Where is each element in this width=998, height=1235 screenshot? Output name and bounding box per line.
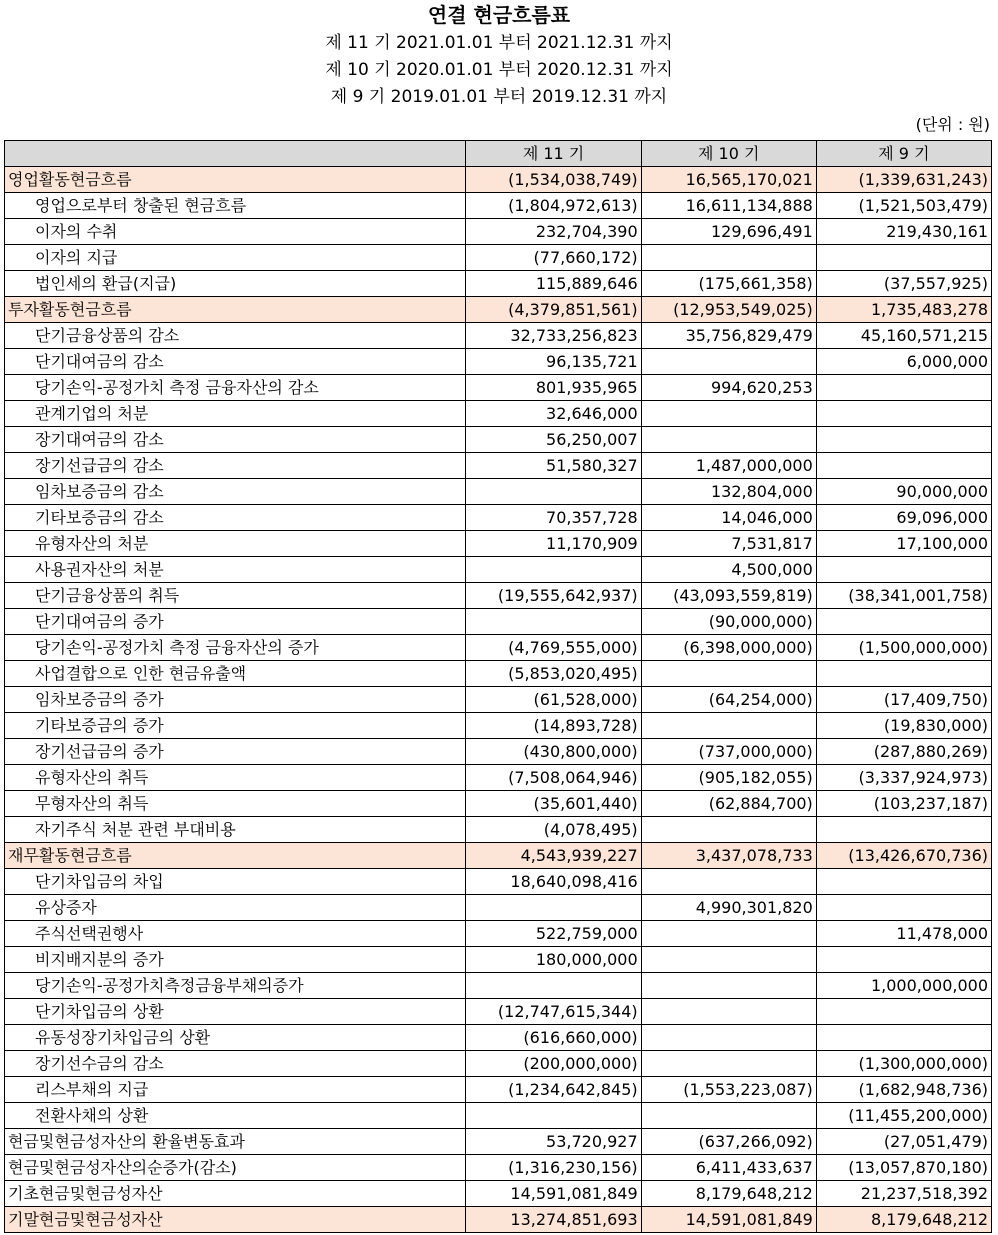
table-row [5, 1077, 992, 1103]
value-period-9: 8,179,648,212 [816, 1207, 991, 1233]
value-period-9 [816, 1025, 991, 1051]
value-period-10: 8,179,648,212 [641, 1181, 816, 1207]
value-period-10: (1,553,223,087) [641, 1077, 816, 1103]
value-period-10: 1,487,000,000 [641, 453, 816, 479]
value-period-9 [816, 375, 991, 401]
value-period-11 [466, 895, 641, 921]
table-row [5, 1155, 992, 1181]
value-period-10: 994,620,253 [641, 375, 816, 401]
value-period-9 [816, 817, 991, 843]
row-label: 현금및현금성자산의순증가(감소) [5, 1155, 466, 1181]
value-period-9: 11,478,000 [816, 921, 991, 947]
value-period-10: (64,254,000) [641, 687, 816, 713]
value-period-10: (90,000,000) [641, 609, 816, 635]
value-period-9: 17,100,000 [816, 531, 991, 557]
value-period-11: 232,704,390 [466, 219, 641, 245]
value-period-10: 129,696,491 [641, 219, 816, 245]
value-period-9: (17,409,750) [816, 687, 991, 713]
value-period-9 [816, 557, 991, 583]
row-label: 비지배지분의 증가 [5, 947, 466, 973]
value-period-9 [816, 401, 991, 427]
value-period-10 [641, 1051, 816, 1077]
value-period-9: (1,339,631,243) [816, 167, 991, 193]
table-row [5, 401, 992, 427]
value-period-10 [641, 921, 816, 947]
value-period-10: (6,398,000,000) [641, 635, 816, 661]
value-period-11: (19,555,642,937) [466, 583, 641, 609]
value-period-11 [466, 609, 641, 635]
value-period-10: (12,953,549,025) [641, 297, 816, 323]
row-label: 투자활동현금흐름 [5, 297, 466, 323]
table-row [5, 271, 992, 297]
row-label: 단기대여금의 증가 [5, 609, 466, 635]
row-label: 단기대여금의 감소 [5, 349, 466, 375]
ending-balance-row [5, 1207, 992, 1233]
value-period-9 [816, 245, 991, 271]
row-label: 장기대여금의 감소 [5, 427, 466, 453]
value-period-10: 132,804,000 [641, 479, 816, 505]
row-label: 영업활동현금흐름 [5, 167, 466, 193]
row-label: 관계기업의 처분 [5, 401, 466, 427]
value-period-11: (14,893,728) [466, 713, 641, 739]
table-row [5, 999, 992, 1025]
value-period-11 [466, 973, 641, 999]
value-period-10 [641, 427, 816, 453]
value-period-11: 70,357,728 [466, 505, 641, 531]
value-period-10 [641, 973, 816, 999]
table-row [5, 505, 992, 531]
value-period-10: 3,437,078,733 [641, 843, 816, 869]
row-label: 기타보증금의 감소 [5, 505, 466, 531]
period-line-9: 제 9 기 2019.01.01 부터 2019.12.31 까지 [330, 87, 668, 107]
value-period-10: 7,531,817 [641, 531, 816, 557]
value-period-11 [466, 557, 641, 583]
table-row [5, 349, 992, 375]
value-period-11: (430,800,000) [466, 739, 641, 765]
header-period-10: 제 10 기 [641, 141, 816, 167]
value-period-9: (38,341,001,758) [816, 583, 991, 609]
value-period-11 [466, 1103, 641, 1129]
row-label: 자기주식 처분 관련 부대비용 [5, 817, 466, 843]
row-label: 단기금융상품의 취득 [5, 583, 466, 609]
table-row [5, 323, 992, 349]
value-period-9: (1,682,948,736) [816, 1077, 991, 1103]
value-period-9: 21,237,518,392 [816, 1181, 991, 1207]
table-row [5, 635, 992, 661]
value-period-9: (287,880,269) [816, 739, 991, 765]
value-period-11: 56,250,007 [466, 427, 641, 453]
header-label-column [5, 141, 466, 167]
header-row [5, 141, 992, 167]
value-period-9: (13,426,670,736) [816, 843, 991, 869]
table-row [5, 1025, 992, 1051]
value-period-11: 96,135,721 [466, 349, 641, 375]
row-label: 유상증자 [5, 895, 466, 921]
value-period-10 [641, 999, 816, 1025]
table-row [5, 531, 992, 557]
table-row [5, 427, 992, 453]
row-label: 유형자산의 취득 [5, 765, 466, 791]
row-label: 법인세의 환급(지급) [5, 271, 466, 297]
value-period-9 [816, 427, 991, 453]
value-period-11: (1,804,972,613) [466, 193, 641, 219]
value-period-9: 1,735,483,278 [816, 297, 991, 323]
table-row [5, 453, 992, 479]
value-period-11: 51,580,327 [466, 453, 641, 479]
unit-label: (단위 : 원) [915, 115, 990, 134]
row-label: 주식선택권행사 [5, 921, 466, 947]
table-row [5, 661, 992, 687]
table-row [5, 921, 992, 947]
value-period-9: 1,000,000,000 [816, 973, 991, 999]
value-period-10: (637,266,092) [641, 1129, 816, 1155]
value-period-9 [816, 609, 991, 635]
table-row [5, 869, 992, 895]
row-label: 당기손익-공정가치 측정 금융자산의 증가 [5, 635, 466, 661]
row-label: 기말현금및현금성자산 [5, 1207, 466, 1233]
table-row [5, 479, 992, 505]
value-period-9 [816, 453, 991, 479]
row-label: 장기선수금의 감소 [5, 1051, 466, 1077]
table-row [5, 1103, 992, 1129]
value-period-10 [641, 1025, 816, 1051]
value-period-9 [816, 869, 991, 895]
row-label: 단기금융상품의 감소 [5, 323, 466, 349]
value-period-11: (1,234,642,845) [466, 1077, 641, 1103]
table-row [5, 1129, 992, 1155]
value-period-10: 16,611,134,888 [641, 193, 816, 219]
value-period-10 [641, 817, 816, 843]
table-row [5, 895, 992, 921]
table-row [5, 947, 992, 973]
value-period-11: 180,000,000 [466, 947, 641, 973]
value-period-9: 6,000,000 [816, 349, 991, 375]
value-period-9: (1,500,000,000) [816, 635, 991, 661]
row-label: 리스부채의 지급 [5, 1077, 466, 1103]
value-period-10 [641, 947, 816, 973]
row-label: 임차보증금의 증가 [5, 687, 466, 713]
row-label: 단기차입금의 차입 [5, 869, 466, 895]
row-label: 전환사채의 상환 [5, 1103, 466, 1129]
value-period-11: 522,759,000 [466, 921, 641, 947]
value-period-10: 6,411,433,637 [641, 1155, 816, 1181]
value-period-11: 801,935,965 [466, 375, 641, 401]
row-label: 단기차입금의 상환 [5, 999, 466, 1025]
value-period-10 [641, 869, 816, 895]
value-period-11: 115,889,646 [466, 271, 641, 297]
value-period-11: 32,733,256,823 [466, 323, 641, 349]
value-period-9: 90,000,000 [816, 479, 991, 505]
value-period-11: (4,769,555,000) [466, 635, 641, 661]
value-period-11: 11,170,909 [466, 531, 641, 557]
table-row [5, 765, 992, 791]
value-period-10: (62,884,700) [641, 791, 816, 817]
row-label: 이자의 지급 [5, 245, 466, 271]
value-period-10 [641, 401, 816, 427]
row-label: 사용권자산의 처분 [5, 557, 466, 583]
value-period-9: (37,557,925) [816, 271, 991, 297]
table-row [5, 375, 992, 401]
value-period-11: (616,660,000) [466, 1025, 641, 1051]
row-label: 유동성장기차입금의 상환 [5, 1025, 466, 1051]
value-period-10: 14,046,000 [641, 505, 816, 531]
value-period-10: (905,182,055) [641, 765, 816, 791]
value-period-9: (103,237,187) [816, 791, 991, 817]
value-period-11: 13,274,851,693 [466, 1207, 641, 1233]
table-row [5, 609, 992, 635]
value-period-11: 53,720,927 [466, 1129, 641, 1155]
value-period-11: (4,078,495) [466, 817, 641, 843]
value-period-11 [466, 479, 641, 505]
value-period-9: (27,051,479) [816, 1129, 991, 1155]
value-period-9: (11,455,200,000) [816, 1103, 991, 1129]
table-row [5, 557, 992, 583]
row-label: 기초현금및현금성자산 [5, 1181, 466, 1207]
value-period-10 [641, 1103, 816, 1129]
table-row [5, 739, 992, 765]
row-label: 장기선급금의 감소 [5, 453, 466, 479]
value-period-9 [816, 947, 991, 973]
value-period-9: (1,521,503,479) [816, 193, 991, 219]
value-period-11: (35,601,440) [466, 791, 641, 817]
value-period-10: 14,591,081,849 [641, 1207, 816, 1233]
section-row [5, 843, 992, 869]
row-label: 당기손익-공정가치측정금융부채의증가 [5, 973, 466, 999]
value-period-10: (43,093,559,819) [641, 583, 816, 609]
value-period-9: (1,300,000,000) [816, 1051, 991, 1077]
period-line-11: 제 11 기 2021.01.01 부터 2021.12.31 까지 [325, 33, 673, 53]
value-period-11: (200,000,000) [466, 1051, 641, 1077]
table-row [5, 817, 992, 843]
table-row [5, 973, 992, 999]
value-period-9 [816, 999, 991, 1025]
value-period-9 [816, 661, 991, 687]
value-period-9: 45,160,571,215 [816, 323, 991, 349]
value-period-11: (61,528,000) [466, 687, 641, 713]
table-row [5, 245, 992, 271]
value-period-11: 14,591,081,849 [466, 1181, 641, 1207]
value-period-10: 4,500,000 [641, 557, 816, 583]
value-period-11: (4,379,851,561) [466, 297, 641, 323]
value-period-11: (5,853,020,495) [466, 661, 641, 687]
value-period-10: 16,565,170,021 [641, 167, 816, 193]
value-period-11: 4,543,939,227 [466, 843, 641, 869]
table-row [5, 687, 992, 713]
value-period-9: 219,430,161 [816, 219, 991, 245]
row-label: 현금및현금성자산의 환율변동효과 [5, 1129, 466, 1155]
value-period-10 [641, 245, 816, 271]
table-row [5, 1051, 992, 1077]
table-row [5, 1181, 992, 1207]
value-period-11: (12,747,615,344) [466, 999, 641, 1025]
row-label: 장기선급금의 증가 [5, 739, 466, 765]
value-period-10 [641, 349, 816, 375]
value-period-10: 4,990,301,820 [641, 895, 816, 921]
table-body [5, 167, 992, 1233]
value-period-9: (3,337,924,973) [816, 765, 991, 791]
value-period-10 [641, 713, 816, 739]
value-period-11: (1,534,038,749) [466, 167, 641, 193]
period-line-10: 제 10 기 2020.01.01 부터 2020.12.31 까지 [325, 60, 673, 80]
table-row [5, 713, 992, 739]
value-period-11: 18,640,098,416 [466, 869, 641, 895]
value-period-10: (175,661,358) [641, 271, 816, 297]
value-period-11: 32,646,000 [466, 401, 641, 427]
row-label: 영업으로부터 창출된 현금흐름 [5, 193, 466, 219]
value-period-10 [641, 661, 816, 687]
value-period-9: (19,830,000) [816, 713, 991, 739]
table-row [5, 791, 992, 817]
table-row [5, 583, 992, 609]
row-label: 당기손익-공정가치 측정 금융자산의 감소 [5, 375, 466, 401]
section-row [5, 167, 992, 193]
row-label: 사업결합으로 인한 현금유출액 [5, 661, 466, 687]
row-label: 유형자산의 처분 [5, 531, 466, 557]
value-period-11: (7,508,064,946) [466, 765, 641, 791]
value-period-11: (77,660,172) [466, 245, 641, 271]
cash-flow-table [4, 140, 992, 1233]
row-label: 무형자산의 취득 [5, 791, 466, 817]
statement-title: 연결 현금흐름표 [427, 3, 571, 27]
row-label: 재무활동현금흐름 [5, 843, 466, 869]
header-period-11: 제 11 기 [466, 141, 641, 167]
value-period-10: (737,000,000) [641, 739, 816, 765]
value-period-10: 35,756,829,479 [641, 323, 816, 349]
value-period-9: (13,057,870,180) [816, 1155, 991, 1181]
header-period-9: 제 9 기 [816, 141, 991, 167]
table-row [5, 219, 992, 245]
row-label: 기타보증금의 증가 [5, 713, 466, 739]
row-label: 임차보증금의 감소 [5, 479, 466, 505]
value-period-11: (1,316,230,156) [466, 1155, 641, 1181]
value-period-9 [816, 895, 991, 921]
table-row [5, 193, 992, 219]
value-period-9: 69,096,000 [816, 505, 991, 531]
section-row [5, 297, 992, 323]
row-label: 이자의 수취 [5, 219, 466, 245]
